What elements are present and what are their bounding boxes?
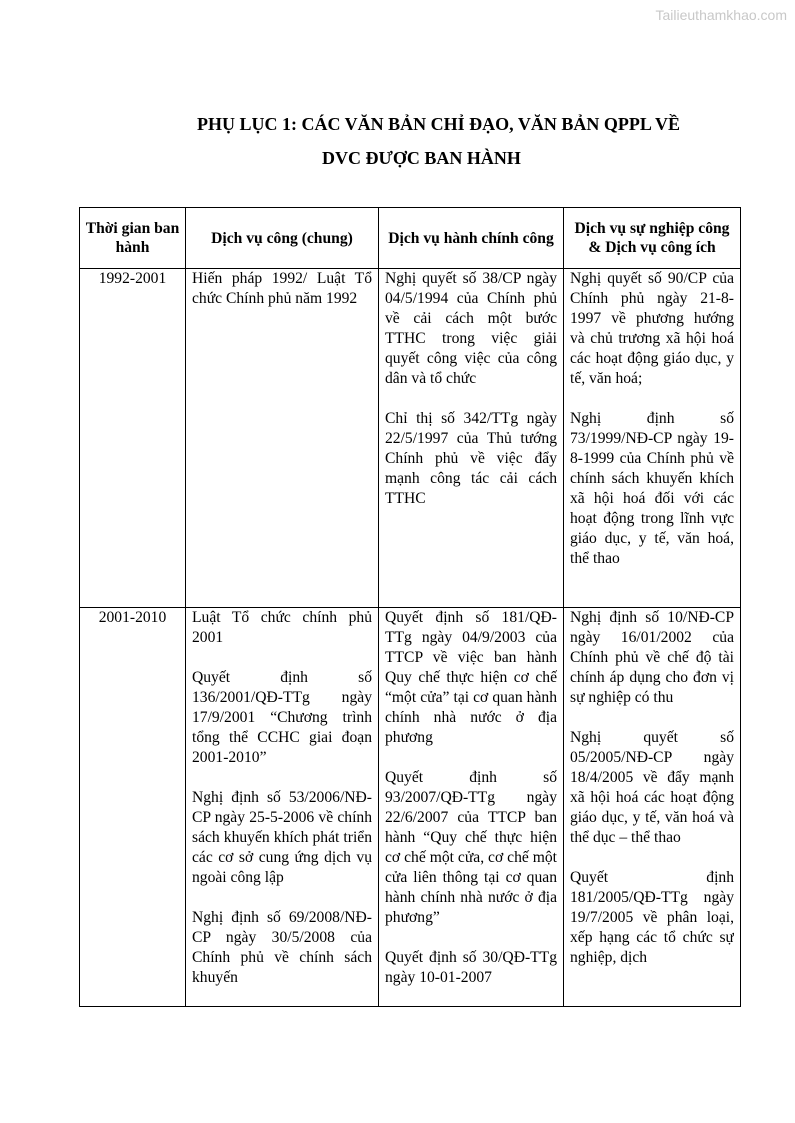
general-service-cell [186,269,379,608]
public-service-cell [564,608,741,1007]
header-general-service: Dịch vụ công (chung) [186,208,379,269]
document-entry: Nghị quyết số 05/2005/NĐ-CP ngày 18/4/2005 về đẩy mạnh xã hội hoá các hoạt động giáo dục, y tế, văn hoá và thể dục – thể thao [570,729,734,846]
document-entry: Quyết định số 181/QĐ-TTg ngày 04/9/2003 của TTCP về việc ban hành Quy chế thực hiện cơ chế “một cửa” tại cơ quan hành chính nhà nước ở địa phương [385,609,557,746]
table-header-row [80,208,741,269]
document-entry: Quyết định số 30/QĐ-TTg ngày 10-01-2007 [385,949,557,986]
document-entry: Nghị định số 10/NĐ-CP ngày 16/01/2002 của Chính phủ về chế độ tài chính áp dụng cho đơn vị sự nghiệp có thu [570,609,734,706]
document-entry: Chỉ thị số 342/TTg ngày 22/5/1997 của Thủ tướng Chính phủ về việc đẩy mạnh công tác cải cách TTHC [385,410,557,507]
document-entry: Nghị quyết số 38/CP ngày 04/5/1994 của Chính phủ về cải cách một bước TTHC trong việc giải quyết công việc của công dân và tổ chức [385,270,557,387]
administrative-service-cell [379,608,564,1007]
administrative-service-cell [379,269,564,608]
document-entry: Nghị định số 73/1999/NĐ-CP ngày 19-8-1999 của Chính phủ về chính sách khuyến khích xã hội hoá đối với các hoạt động trong lĩnh vực giáo dục, y tế, văn hoá, thể thao [570,410,734,567]
document-entry: Quyết định 181/2005/QĐ-TTg ngày 19/7/2005 về phân loại, xếp hạng các tổ chức sự nghiệp, dịch [570,869,734,966]
appendix-title-line1: PHỤ LỤC 1: CÁC VĂN BẢN CHỈ ĐẠO, VĂN BẢN QPPL VỀ [197,114,681,134]
document-entry: Quyết định số 136/2001/QĐ-TTg ngày 17/9/2001 “Chương trình tổng thể CCHC giai đoạn 2001-2010” [192,669,372,766]
document-entry: Quyết định số 93/2007/QĐ-TTg ngày 22/6/2007 của TTCP ban hành “Quy chế thực hiện cơ chế một cửa, cơ chế một cửa liên thông tại cơ quan hành chính nhà nước ở địa phương” [385,769,557,926]
watermark: Tailieuthamkhao.com [655,7,787,23]
period-cell: 1992-2001 [80,269,186,608]
document-entry: Nghị quyết số 90/CP của Chính phủ ngày 21-8-1997 về phương hướng và chủ trương xã hội hoá các hoạt động giáo dục, y tế, văn hoá; [570,270,734,387]
public-service-cell [564,269,741,608]
document-entry: Nghị định số 69/2008/NĐ-CP ngày 30/5/2008 của Chính phủ về chính sách khuyến [192,909,372,986]
table-row [80,269,741,608]
general-service-cell [186,608,379,1007]
appendix-title-line2: DVC ĐƯỢC BAN HÀNH [322,148,521,168]
header-period: Thời gian ban hành [80,208,186,269]
table-row [80,608,741,1007]
documents-table [79,207,741,1007]
document-entry: Nghị định số 53/2006/NĐ-CP ngày 25-5-2006 về chính sách khuyến khích phát triển các cơ sở cung ứng dịch vụ ngoài công lập [192,789,372,886]
period-cell: 2001-2010 [80,608,186,1007]
header-administrative-service: Dịch vụ hành chính công [379,208,564,269]
header-public-service: Dịch vụ sự nghiệp công & Dịch vụ công ích [564,208,741,269]
document-entry: Hiến pháp 1992/ Luật Tổ chức Chính phủ năm 1992 [192,270,372,307]
document-entry: Luật Tổ chức chính phủ 2001 [192,609,372,646]
